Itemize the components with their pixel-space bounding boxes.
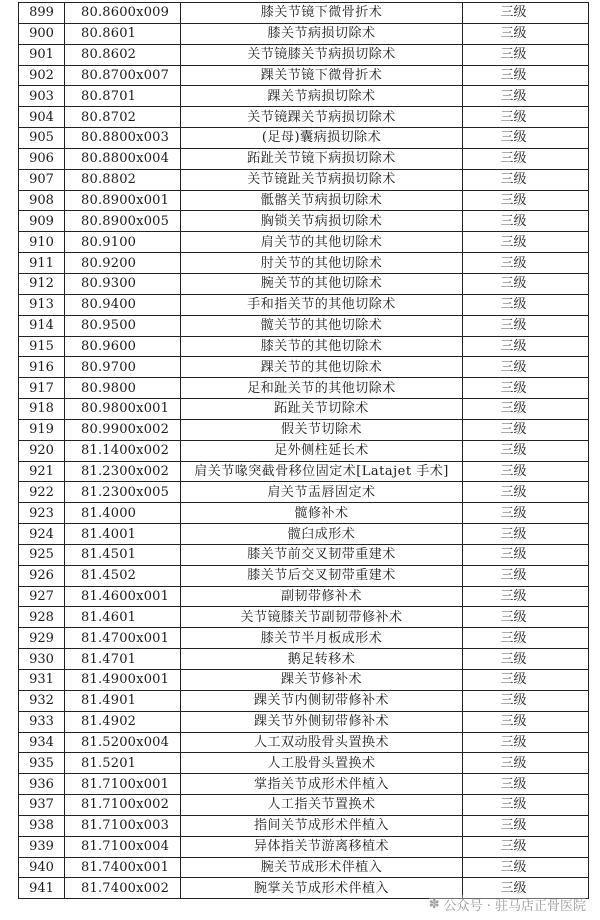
row-number-cell: 939: [19, 836, 65, 857]
table-row: [19, 524, 589, 545]
table-row: [19, 294, 589, 315]
procedure-code-cell: 81.4701: [65, 649, 181, 670]
row-number-cell: 911: [19, 253, 65, 274]
row-number-cell: 933: [19, 711, 65, 732]
procedure-code-cell: 80.9800x001: [65, 399, 181, 420]
row-number-cell: 921: [19, 461, 65, 482]
table-row: [19, 586, 589, 607]
surgery-level-cell: 三级: [463, 503, 589, 524]
surgery-level-cell: 三级: [463, 774, 589, 795]
table-row: [19, 607, 589, 628]
row-number-cell: 925: [19, 544, 65, 565]
table-row: [19, 544, 589, 565]
table-row: [19, 857, 589, 878]
procedure-name-cell: 膝关节的其他切除术: [181, 336, 463, 357]
table-row: [19, 649, 589, 670]
procedure-name-cell: 肩关节的其他切除术: [181, 232, 463, 253]
procedure-name-cell: 人工指关节置换术: [181, 795, 463, 816]
surgery-level-table: [18, 2, 589, 899]
procedure-code-cell: 80.8900x001: [65, 190, 181, 211]
table-row: [19, 795, 589, 816]
row-number-cell: 909: [19, 211, 65, 232]
procedure-name-cell: 副韧带修补术: [181, 586, 463, 607]
row-number-cell: 899: [19, 3, 65, 24]
table-row: [19, 232, 589, 253]
table-row: [19, 461, 589, 482]
procedure-name-cell: 膝关节镜下微骨折术: [181, 3, 463, 24]
surgery-level-cell: 三级: [463, 440, 589, 461]
procedure-name-cell: (足母)囊病损切除术: [181, 128, 463, 149]
table-row: [19, 815, 589, 836]
table-row: [19, 23, 589, 44]
surgery-level-cell: 三级: [463, 607, 589, 628]
procedure-name-cell: 膝关节后交叉韧带重建术: [181, 565, 463, 586]
surgery-level-cell: 三级: [463, 3, 589, 24]
surgery-level-cell: 三级: [463, 232, 589, 253]
row-number-cell: 938: [19, 815, 65, 836]
procedure-name-cell: 膝关节前交叉韧带重建术: [181, 544, 463, 565]
procedure-name-cell: 指间关节成形术伴植入: [181, 815, 463, 836]
row-number-cell: 901: [19, 44, 65, 65]
procedure-name-cell: 踝关节修补术: [181, 670, 463, 691]
row-number-cell: 904: [19, 107, 65, 128]
procedure-name-cell: 肩关节盂唇固定术: [181, 482, 463, 503]
procedure-name-cell: 假关节切除术: [181, 419, 463, 440]
procedure-code-cell: 81.4901: [65, 690, 181, 711]
procedure-code-cell: 81.7400x002: [65, 878, 181, 899]
table-row: [19, 628, 589, 649]
procedure-name-cell: 腕掌关节成形术伴植入: [181, 878, 463, 899]
table-row: [19, 3, 589, 24]
procedure-code-cell: 80.8700x007: [65, 65, 181, 86]
procedure-code-cell: 80.8702: [65, 107, 181, 128]
table-row: [19, 357, 589, 378]
table-row: [19, 315, 589, 336]
procedure-code-cell: 80.8800x004: [65, 148, 181, 169]
table-row: [19, 482, 589, 503]
table-row: [19, 107, 589, 128]
row-number-cell: 928: [19, 607, 65, 628]
surgery-level-cell: 三级: [463, 273, 589, 294]
row-number-cell: 917: [19, 378, 65, 399]
procedure-code-cell: 81.4502: [65, 565, 181, 586]
row-number-cell: 941: [19, 878, 65, 899]
procedure-code-cell: 80.8701: [65, 86, 181, 107]
row-number-cell: 926: [19, 565, 65, 586]
surgery-level-cell: 三级: [463, 482, 589, 503]
procedure-name-cell: 踝关节外侧韧带修补术: [181, 711, 463, 732]
procedure-code-cell: 80.8802: [65, 169, 181, 190]
table-row: [19, 148, 589, 169]
surgery-level-cell: 三级: [463, 86, 589, 107]
surgery-level-cell: 三级: [463, 857, 589, 878]
watermark-text: 公众号 · 驻马店正骨医院: [443, 899, 586, 914]
procedure-code-cell: 81.7400x001: [65, 857, 181, 878]
procedure-name-cell: 足和趾关节的其他切除术: [181, 378, 463, 399]
procedure-code-cell: 81.2300x002: [65, 461, 181, 482]
surgery-level-cell: 三级: [463, 524, 589, 545]
procedure-name-cell: 鹅足转移术: [181, 649, 463, 670]
procedure-code-cell: 80.9700: [65, 357, 181, 378]
row-number-cell: 907: [19, 169, 65, 190]
procedure-name-cell: 人工双动股骨头置换术: [181, 732, 463, 753]
table-row: [19, 169, 589, 190]
row-number-cell: 920: [19, 440, 65, 461]
procedure-code-cell: 81.5200x004: [65, 732, 181, 753]
surgery-level-cell: 三级: [463, 128, 589, 149]
row-number-cell: 906: [19, 148, 65, 169]
procedure-name-cell: 踝关节的其他切除术: [181, 357, 463, 378]
surgery-level-cell: 三级: [463, 294, 589, 315]
procedure-code-cell: 80.9300: [65, 273, 181, 294]
procedure-code-cell: 80.9100: [65, 232, 181, 253]
table-row: [19, 128, 589, 149]
procedure-name-cell: 肘关节的其他切除术: [181, 253, 463, 274]
table-body: [19, 3, 589, 899]
table-row: [19, 565, 589, 586]
row-number-cell: 924: [19, 524, 65, 545]
procedure-code-cell: 81.5201: [65, 753, 181, 774]
row-number-cell: 905: [19, 128, 65, 149]
table-row: [19, 440, 589, 461]
surgery-level-cell: 三级: [463, 878, 589, 899]
procedure-code-cell: 81.4900x001: [65, 670, 181, 691]
row-number-cell: 922: [19, 482, 65, 503]
table-row: [19, 690, 589, 711]
surgery-level-cell: 三级: [463, 586, 589, 607]
row-number-cell: 914: [19, 315, 65, 336]
procedure-name-cell: 髋臼成形术: [181, 524, 463, 545]
table-row: [19, 753, 589, 774]
surgery-level-cell: 三级: [463, 690, 589, 711]
surgery-level-cell: 三级: [463, 399, 589, 420]
table-row: [19, 732, 589, 753]
surgery-level-cell: 三级: [463, 795, 589, 816]
surgery-level-cell: 三级: [463, 107, 589, 128]
surgery-level-cell: 三级: [463, 732, 589, 753]
procedure-code-cell: 80.9900x002: [65, 419, 181, 440]
row-number-cell: 932: [19, 690, 65, 711]
procedure-code-cell: 80.8600x009: [65, 3, 181, 24]
wechat-official-account-icon: ✽: [428, 897, 440, 912]
procedure-code-cell: 80.9200: [65, 253, 181, 274]
surgery-level-cell: 三级: [463, 190, 589, 211]
procedure-code-cell: 80.9400: [65, 294, 181, 315]
procedure-name-cell: 手和指关节的其他切除术: [181, 294, 463, 315]
table-row: [19, 44, 589, 65]
row-number-cell: 908: [19, 190, 65, 211]
procedure-name-cell: 掌指关节成形术伴植入: [181, 774, 463, 795]
procedure-name-cell: 骶髂关节病损切除术: [181, 190, 463, 211]
surgery-level-cell: 三级: [463, 670, 589, 691]
row-number-cell: 937: [19, 795, 65, 816]
surgery-level-cell: 三级: [463, 357, 589, 378]
surgery-level-cell: 三级: [463, 565, 589, 586]
row-number-cell: 900: [19, 23, 65, 44]
procedure-code-cell: 80.8602: [65, 44, 181, 65]
surgery-level-cell: 三级: [463, 148, 589, 169]
surgery-level-cell: 三级: [463, 253, 589, 274]
row-number-cell: 903: [19, 86, 65, 107]
procedure-code-cell: 81.4501: [65, 544, 181, 565]
procedure-name-cell: 关节镜膝关节副韧带修补术: [181, 607, 463, 628]
procedure-code-cell: 81.4700x001: [65, 628, 181, 649]
row-number-cell: 916: [19, 357, 65, 378]
procedure-name-cell: 胸锁关节病损切除术: [181, 211, 463, 232]
watermark: [429, 895, 586, 914]
row-number-cell: 936: [19, 774, 65, 795]
surgery-level-cell: 三级: [463, 711, 589, 732]
table-row: [19, 378, 589, 399]
procedure-name-cell: 跖趾关节镜下病损切除术: [181, 148, 463, 169]
procedure-name-cell: 肩关节喙突截骨移位固定术[Latajet 手术]: [181, 461, 463, 482]
table-row: [19, 253, 589, 274]
row-number-cell: 930: [19, 649, 65, 670]
procedure-code-cell: 81.4001: [65, 524, 181, 545]
row-number-cell: 935: [19, 753, 65, 774]
table-row: [19, 336, 589, 357]
surgery-level-cell: 三级: [463, 836, 589, 857]
procedure-name-cell: 踝关节病损切除术: [181, 86, 463, 107]
surgery-level-cell: 三级: [463, 461, 589, 482]
surgery-level-cell: 三级: [463, 649, 589, 670]
row-number-cell: 931: [19, 670, 65, 691]
table-row: [19, 399, 589, 420]
procedure-name-cell: 腕关节成形术伴植入: [181, 857, 463, 878]
procedure-code-cell: 81.7100x001: [65, 774, 181, 795]
procedure-code-cell: 81.4601: [65, 607, 181, 628]
table-row: [19, 273, 589, 294]
row-number-cell: 940: [19, 857, 65, 878]
procedure-code-cell: 80.9800: [65, 378, 181, 399]
procedure-name-cell: 踝关节镜下微骨折术: [181, 65, 463, 86]
surgery-level-cell: 三级: [463, 378, 589, 399]
procedure-code-cell: 81.1400x002: [65, 440, 181, 461]
procedure-name-cell: 髋修补术: [181, 503, 463, 524]
surgery-level-cell: 三级: [463, 336, 589, 357]
table-row: [19, 670, 589, 691]
row-number-cell: 923: [19, 503, 65, 524]
procedure-name-cell: 腕关节的其他切除术: [181, 273, 463, 294]
surgery-level-cell: 三级: [463, 65, 589, 86]
surgery-level-cell: 三级: [463, 753, 589, 774]
surgery-level-cell: 三级: [463, 419, 589, 440]
table-row: [19, 86, 589, 107]
procedure-name-cell: 关节镜踝关节病损切除术: [181, 107, 463, 128]
surgery-level-cell: 三级: [463, 169, 589, 190]
procedure-code-cell: 81.7100x003: [65, 815, 181, 836]
table-row: [19, 711, 589, 732]
procedure-code-cell: 81.7100x002: [65, 795, 181, 816]
procedure-name-cell: 关节镜趾关节病损切除术: [181, 169, 463, 190]
procedure-name-cell: 踝关节内侧韧带修补术: [181, 690, 463, 711]
procedure-code-cell: 81.7100x004: [65, 836, 181, 857]
procedure-code-cell: 81.4000: [65, 503, 181, 524]
procedure-name-cell: 关节镜膝关节病损切除术: [181, 44, 463, 65]
row-number-cell: 902: [19, 65, 65, 86]
surgery-level-cell: 三级: [463, 23, 589, 44]
surgery-level-cell: 三级: [463, 544, 589, 565]
row-number-cell: 913: [19, 294, 65, 315]
procedure-name-cell: 足外侧柱延长术: [181, 440, 463, 461]
procedure-name-cell: 膝关节病损切除术: [181, 23, 463, 44]
procedure-code-cell: 80.9500: [65, 315, 181, 336]
table-row: [19, 503, 589, 524]
row-number-cell: 929: [19, 628, 65, 649]
table-row: [19, 419, 589, 440]
row-number-cell: 919: [19, 419, 65, 440]
row-number-cell: 927: [19, 586, 65, 607]
row-number-cell: 915: [19, 336, 65, 357]
procedure-name-cell: 异体指关节游离移植术: [181, 836, 463, 857]
procedure-code-cell: 81.4902: [65, 711, 181, 732]
surgery-level-cell: 三级: [463, 815, 589, 836]
row-number-cell: 912: [19, 273, 65, 294]
row-number-cell: 918: [19, 399, 65, 420]
table-row: [19, 774, 589, 795]
row-number-cell: 910: [19, 232, 65, 253]
procedure-name-cell: 膝关节半月板成形术: [181, 628, 463, 649]
surgery-level-cell: 三级: [463, 628, 589, 649]
procedure-name-cell: 人工股骨头置换术: [181, 753, 463, 774]
row-number-cell: 934: [19, 732, 65, 753]
procedure-code-cell: 81.2300x005: [65, 482, 181, 503]
table-row: [19, 65, 589, 86]
table-row: [19, 211, 589, 232]
surgery-level-cell: 三级: [463, 211, 589, 232]
procedure-name-cell: 髋关节的其他切除术: [181, 315, 463, 336]
surgery-level-cell: 三级: [463, 44, 589, 65]
procedure-code-cell: 80.8601: [65, 23, 181, 44]
table-row: [19, 190, 589, 211]
table-row: [19, 836, 589, 857]
procedure-code-cell: 80.9600: [65, 336, 181, 357]
procedure-code-cell: 81.4600x001: [65, 586, 181, 607]
procedure-name-cell: 跖趾关节切除术: [181, 399, 463, 420]
procedure-code-cell: 80.8900x005: [65, 211, 181, 232]
procedure-code-cell: 80.8800x003: [65, 128, 181, 149]
surgery-level-cell: 三级: [463, 315, 589, 336]
